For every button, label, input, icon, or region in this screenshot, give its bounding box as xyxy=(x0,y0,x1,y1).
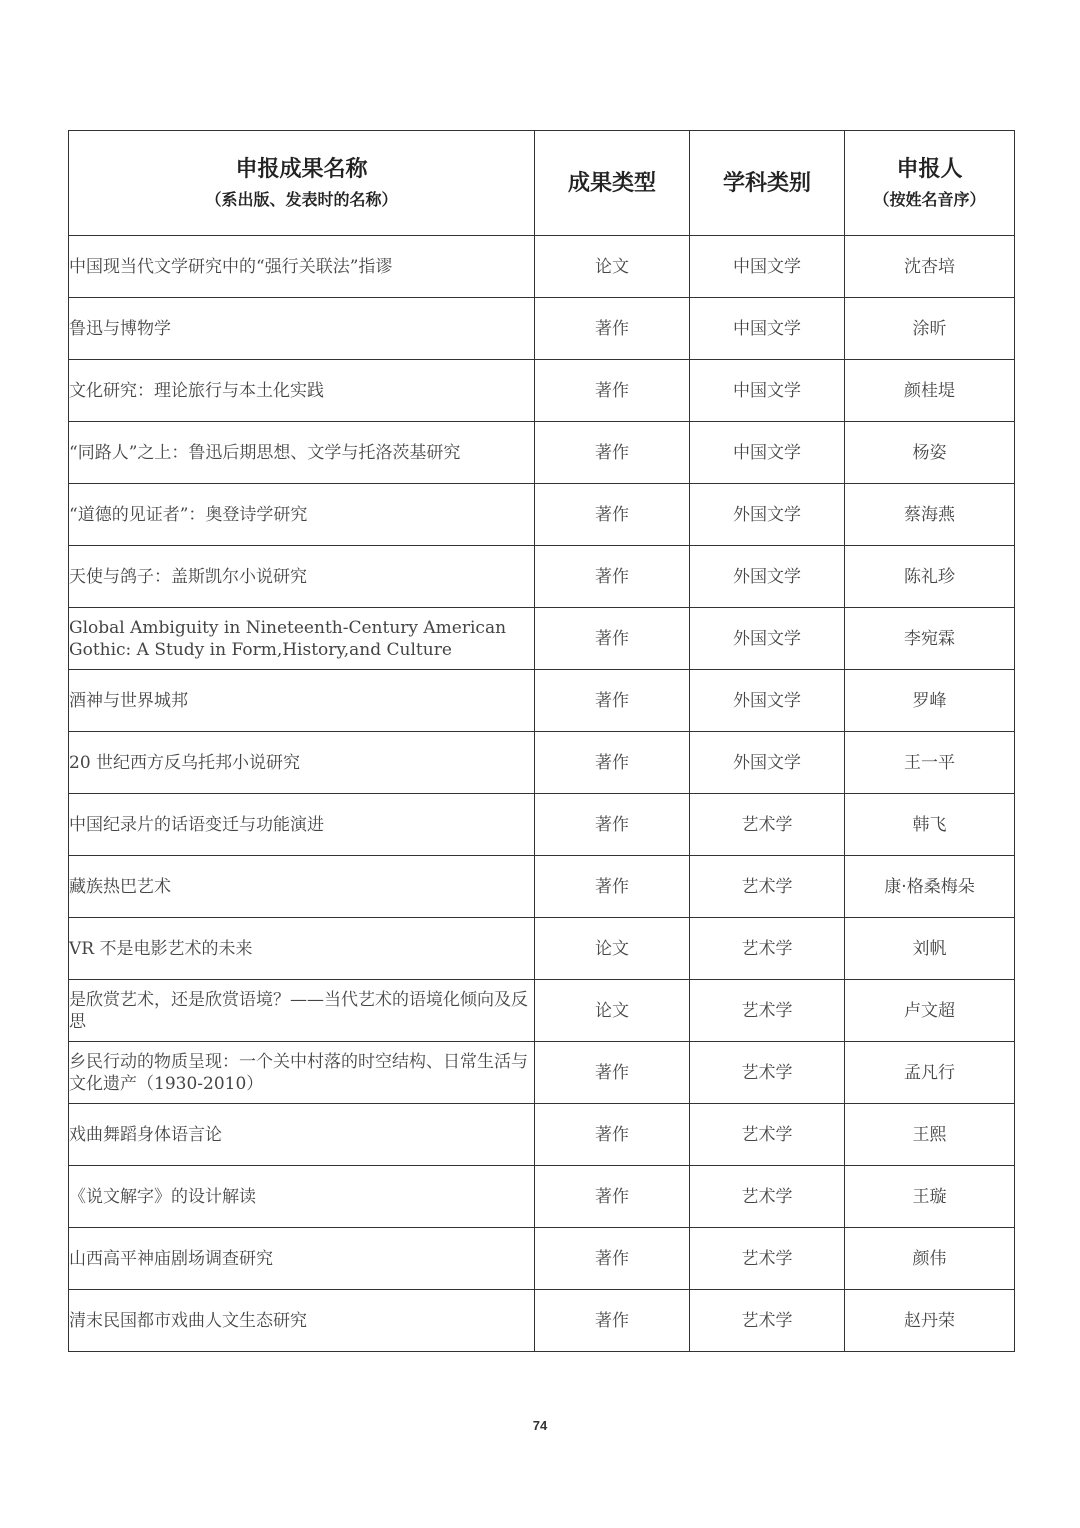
cell-type: 著作 xyxy=(535,732,690,794)
table-body xyxy=(69,236,1015,1352)
cell-discipline: 外国文学 xyxy=(690,732,845,794)
cell-applicant: 康·格桑梅朵 xyxy=(845,856,1015,918)
cell-type: 著作 xyxy=(535,298,690,360)
cell-title: 酒神与世界城邦 xyxy=(69,670,535,732)
table-row xyxy=(69,298,1015,360)
cell-discipline: 艺术学 xyxy=(690,794,845,856)
table-row xyxy=(69,360,1015,422)
cell-title: 藏族热巴艺术 xyxy=(69,856,535,918)
table-row xyxy=(69,1104,1015,1166)
cell-discipline: 艺术学 xyxy=(690,1104,845,1166)
cell-discipline: 外国文学 xyxy=(690,546,845,608)
header-type xyxy=(535,131,690,236)
cell-title: 戏曲舞蹈身体语言论 xyxy=(69,1104,535,1166)
cell-title: VR 不是电影艺术的未来 xyxy=(69,918,535,980)
cell-type: 论文 xyxy=(535,236,690,298)
cell-type: 著作 xyxy=(535,1042,690,1104)
cell-applicant: 卢文超 xyxy=(845,980,1015,1042)
cell-title: “同路人”之上：鲁迅后期思想、文学与托洛茨基研究 xyxy=(69,422,535,484)
header-discipline xyxy=(690,131,845,236)
cell-type: 著作 xyxy=(535,794,690,856)
table-row xyxy=(69,236,1015,298)
table-row xyxy=(69,794,1015,856)
cell-applicant: 赵丹荣 xyxy=(845,1290,1015,1352)
cell-applicant: 王璇 xyxy=(845,1166,1015,1228)
cell-applicant: 陈礼珍 xyxy=(845,546,1015,608)
table-row xyxy=(69,484,1015,546)
cell-title: 中国现当代文学研究中的“强行关联法”指谬 xyxy=(69,236,535,298)
table-row xyxy=(69,1228,1015,1290)
cell-discipline: 艺术学 xyxy=(690,918,845,980)
header-title xyxy=(69,131,535,236)
cell-type: 著作 xyxy=(535,1228,690,1290)
cell-type: 著作 xyxy=(535,484,690,546)
cell-applicant: 韩飞 xyxy=(845,794,1015,856)
cell-title: “道德的见证者”：奥登诗学研究 xyxy=(69,484,535,546)
header-type-main: 成果类型 xyxy=(567,170,656,196)
cell-applicant: 沈杏培 xyxy=(845,236,1015,298)
cell-type: 论文 xyxy=(535,918,690,980)
cell-discipline: 艺术学 xyxy=(690,1228,845,1290)
cell-title: 中国纪录片的话语变迁与功能演进 xyxy=(69,794,535,856)
cell-discipline: 中国文学 xyxy=(690,422,845,484)
cell-discipline: 艺术学 xyxy=(690,1166,845,1228)
table-row xyxy=(69,980,1015,1042)
cell-type: 著作 xyxy=(535,546,690,608)
header-discipline-main: 学科类别 xyxy=(722,170,811,196)
table-row xyxy=(69,422,1015,484)
header-title-main: 申报成果名称 xyxy=(235,156,368,182)
cell-title: 《说文解字》的设计解读 xyxy=(69,1166,535,1228)
cell-type: 著作 xyxy=(535,360,690,422)
cell-title: 鲁迅与博物学 xyxy=(69,298,535,360)
cell-discipline: 外国文学 xyxy=(690,670,845,732)
cell-discipline: 中国文学 xyxy=(690,236,845,298)
cell-applicant: 李宛霖 xyxy=(845,608,1015,670)
cell-discipline: 外国文学 xyxy=(690,484,845,546)
cell-applicant: 颜桂堤 xyxy=(845,360,1015,422)
cell-applicant: 王一平 xyxy=(845,732,1015,794)
cell-title: 是欣赏艺术，还是欣赏语境？——当代艺术的语境化倾向及反思 xyxy=(69,980,535,1042)
cell-title: 山西高平神庙剧场调查研究 xyxy=(69,1228,535,1290)
cell-applicant: 涂昕 xyxy=(845,298,1015,360)
table-row xyxy=(69,1290,1015,1352)
cell-applicant: 刘帆 xyxy=(845,918,1015,980)
cell-discipline: 中国文学 xyxy=(690,298,845,360)
cell-title: 文化研究：理论旅行与本土化实践 xyxy=(69,360,535,422)
cell-discipline: 外国文学 xyxy=(690,608,845,670)
cell-title: Global Ambiguity in Nineteenth-Century American Gothic: A Study in Form,History,and Culture xyxy=(69,608,535,670)
table-row xyxy=(69,546,1015,608)
table-row xyxy=(69,918,1015,980)
cell-type: 著作 xyxy=(535,608,690,670)
cell-title: 20 世纪西方反乌托邦小说研究 xyxy=(69,732,535,794)
table-row xyxy=(69,1042,1015,1104)
table-row xyxy=(69,1166,1015,1228)
cell-title: 清末民国都市戏曲人文生态研究 xyxy=(69,1290,535,1352)
cell-discipline: 艺术学 xyxy=(690,856,845,918)
cell-type: 著作 xyxy=(535,670,690,732)
cell-type: 著作 xyxy=(535,1290,690,1352)
table-header-row xyxy=(69,131,1015,236)
awards-table xyxy=(68,130,1015,1352)
cell-type: 著作 xyxy=(535,422,690,484)
cell-applicant: 孟凡行 xyxy=(845,1042,1015,1104)
table-row xyxy=(69,608,1015,670)
cell-applicant: 罗峰 xyxy=(845,670,1015,732)
header-applicant-sub: （按姓名音序） xyxy=(873,190,986,209)
cell-applicant: 杨姿 xyxy=(845,422,1015,484)
cell-applicant: 王熙 xyxy=(845,1104,1015,1166)
table-row xyxy=(69,856,1015,918)
cell-discipline: 艺术学 xyxy=(690,1042,845,1104)
cell-type: 著作 xyxy=(535,1104,690,1166)
cell-type: 著作 xyxy=(535,856,690,918)
header-applicant xyxy=(845,131,1015,236)
page-number: 74 xyxy=(532,1418,548,1433)
table-row xyxy=(69,670,1015,732)
cell-title: 乡民行动的物质呈现：一个关中村落的时空结构、日常生活与文化遗产（1930-2010） xyxy=(69,1042,535,1104)
cell-applicant: 颜伟 xyxy=(845,1228,1015,1290)
cell-discipline: 中国文学 xyxy=(690,360,845,422)
cell-type: 论文 xyxy=(535,980,690,1042)
cell-applicant: 蔡海燕 xyxy=(845,484,1015,546)
cell-discipline: 艺术学 xyxy=(690,980,845,1042)
cell-type: 著作 xyxy=(535,1166,690,1228)
cell-discipline: 艺术学 xyxy=(690,1290,845,1352)
header-title-sub: （系出版、发表时的名称） xyxy=(205,190,398,209)
header-applicant-main: 申报人 xyxy=(896,156,963,182)
cell-title: 天使与鸽子：盖斯凯尔小说研究 xyxy=(69,546,535,608)
table-row xyxy=(69,732,1015,794)
